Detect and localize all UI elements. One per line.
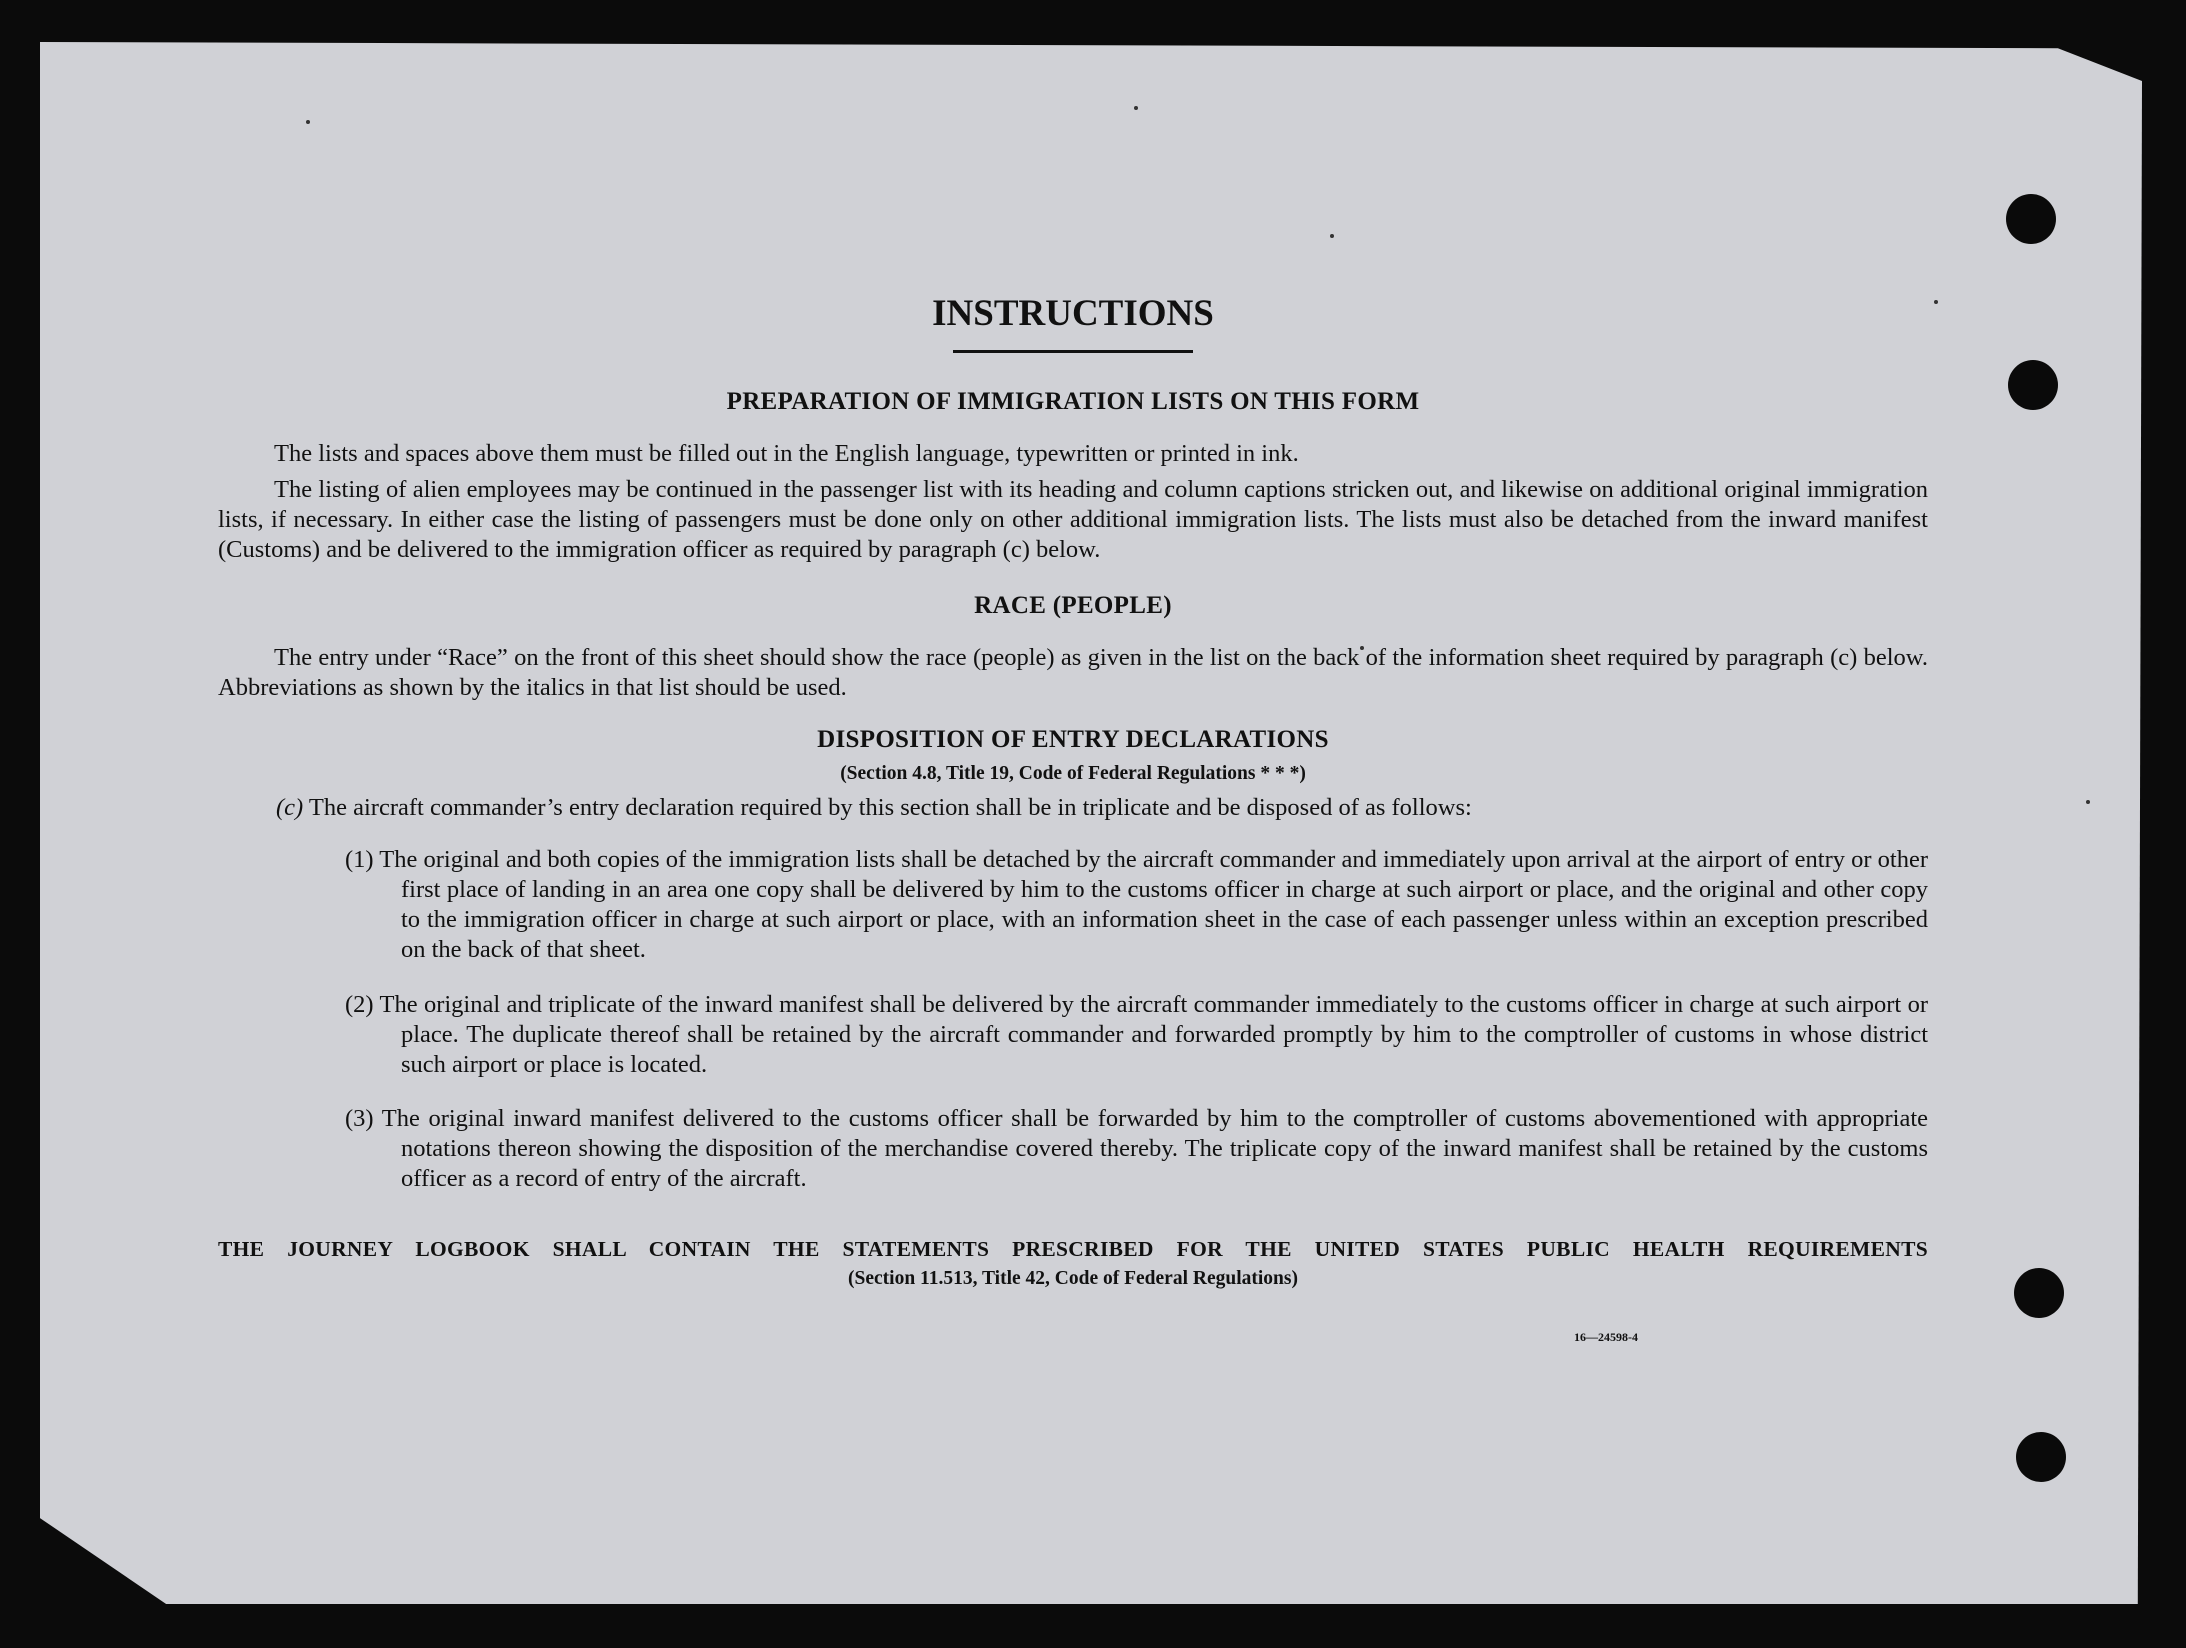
page-title: INSTRUCTIONS [932, 293, 1214, 334]
dust-speck [1934, 300, 1938, 304]
disposition-lead [218, 793, 1928, 823]
punch-hole [2008, 360, 2058, 410]
lead-marker: (c) [276, 794, 304, 821]
item-number: (3) [345, 1105, 374, 1132]
item-text: The original and triplicate of the inward manifest shall be delivered by the aircraft commander immediately to the customs officer in charge at such airport or place. The duplicate thereof shall be retained by the aircraft commander and forwarded promptly by him to the comptroller of customs in whose district such airport or place is located. [379, 990, 1928, 1078]
dust-speck [306, 120, 310, 124]
dust-speck [1134, 106, 1138, 110]
preparation-paragraph-1: The lists and spaces above them must be filled out in the English language, typewritten or printed in ink. [274, 440, 1299, 467]
item-text: The original inward manifest delivered to the customs officer shall be forwarded by him to the comptroller of customs abovementioned with appropriate notations thereon showing the disposition of the merchandise covered thereby. The triplicate copy of the inward manifest shall be retained by the customs officer as a record of entry of the aircraft. [381, 1105, 1929, 1192]
journey-citation: (Section 11.513, Title 42, Code of Federal Regulations) [848, 1268, 1298, 1289]
item-number: (1) [345, 846, 374, 873]
race-paragraph: The entry under “Race” on the front of this sheet should show the race (people) as given in the list on the back of the information sheet required by paragraph (c) below. Abbreviations as shown by the italics in that list should be used. [218, 644, 1928, 701]
item-text: The original and both copies of the immigration lists shall be detached by the aircraft commander and immediately upon arrival at the airport of entry or other first place of landing in an area one copy shall be delivered by him to the customs officer in charge at such airport or place, and the original and other copy to the immigration officer in charge at such airport or place, with an information sheet in the case of each passenger unless within an exception prescribed on the back of that sheet. [379, 846, 1928, 963]
form-number: 16—24598-4 [1574, 1330, 1638, 1344]
section-heading-race: RACE (PEOPLE) [974, 592, 1172, 619]
item-number: (2) [345, 990, 374, 1018]
disposition-item [218, 1104, 1928, 1194]
punch-hole [2014, 1268, 2064, 1318]
lead-text: The aircraft commander’s entry declaration required by this section shall be in triplicate and be disposed of as follows: [308, 794, 1472, 821]
dust-speck [1330, 234, 1334, 238]
disposition-item [218, 990, 1928, 1080]
punch-hole [2006, 194, 2056, 244]
disposition-citation: (Section 4.8, Title 19, Code of Federal Regulations * * *) [840, 763, 1306, 784]
preparation-paragraph-2: The listing of alien employees may be continued in the passenger list with its heading and column captions stricken out, and likewise on additional original immigration lists, if necessary. In either case the listing of passengers must be done only on other additional immigration lists. The lists must also be detached from the inward manifest (Customs) and be delivered to the immigration officer as required by paragraph (c) below. [218, 476, 1928, 563]
document-body [218, 280, 1928, 1352]
section-heading-disposition: DISPOSITION OF ENTRY DECLARATIONS [817, 726, 1329, 753]
punch-hole [2016, 1432, 2066, 1482]
disposition-item [218, 845, 1928, 965]
section-heading-preparation: PREPARATION OF IMMIGRATION LISTS ON THIS FORM [726, 388, 1420, 415]
title-underline [953, 350, 1193, 353]
journey-logbook-statement: THE JOURNEY LOGBOOK SHALL CONTAIN THE STATEMENTS PRESCRIBED FOR THE UNITED STATES PUBLIC HEALTH REQUIREMENTS [218, 1237, 1928, 1261]
dust-speck [2086, 800, 2090, 804]
